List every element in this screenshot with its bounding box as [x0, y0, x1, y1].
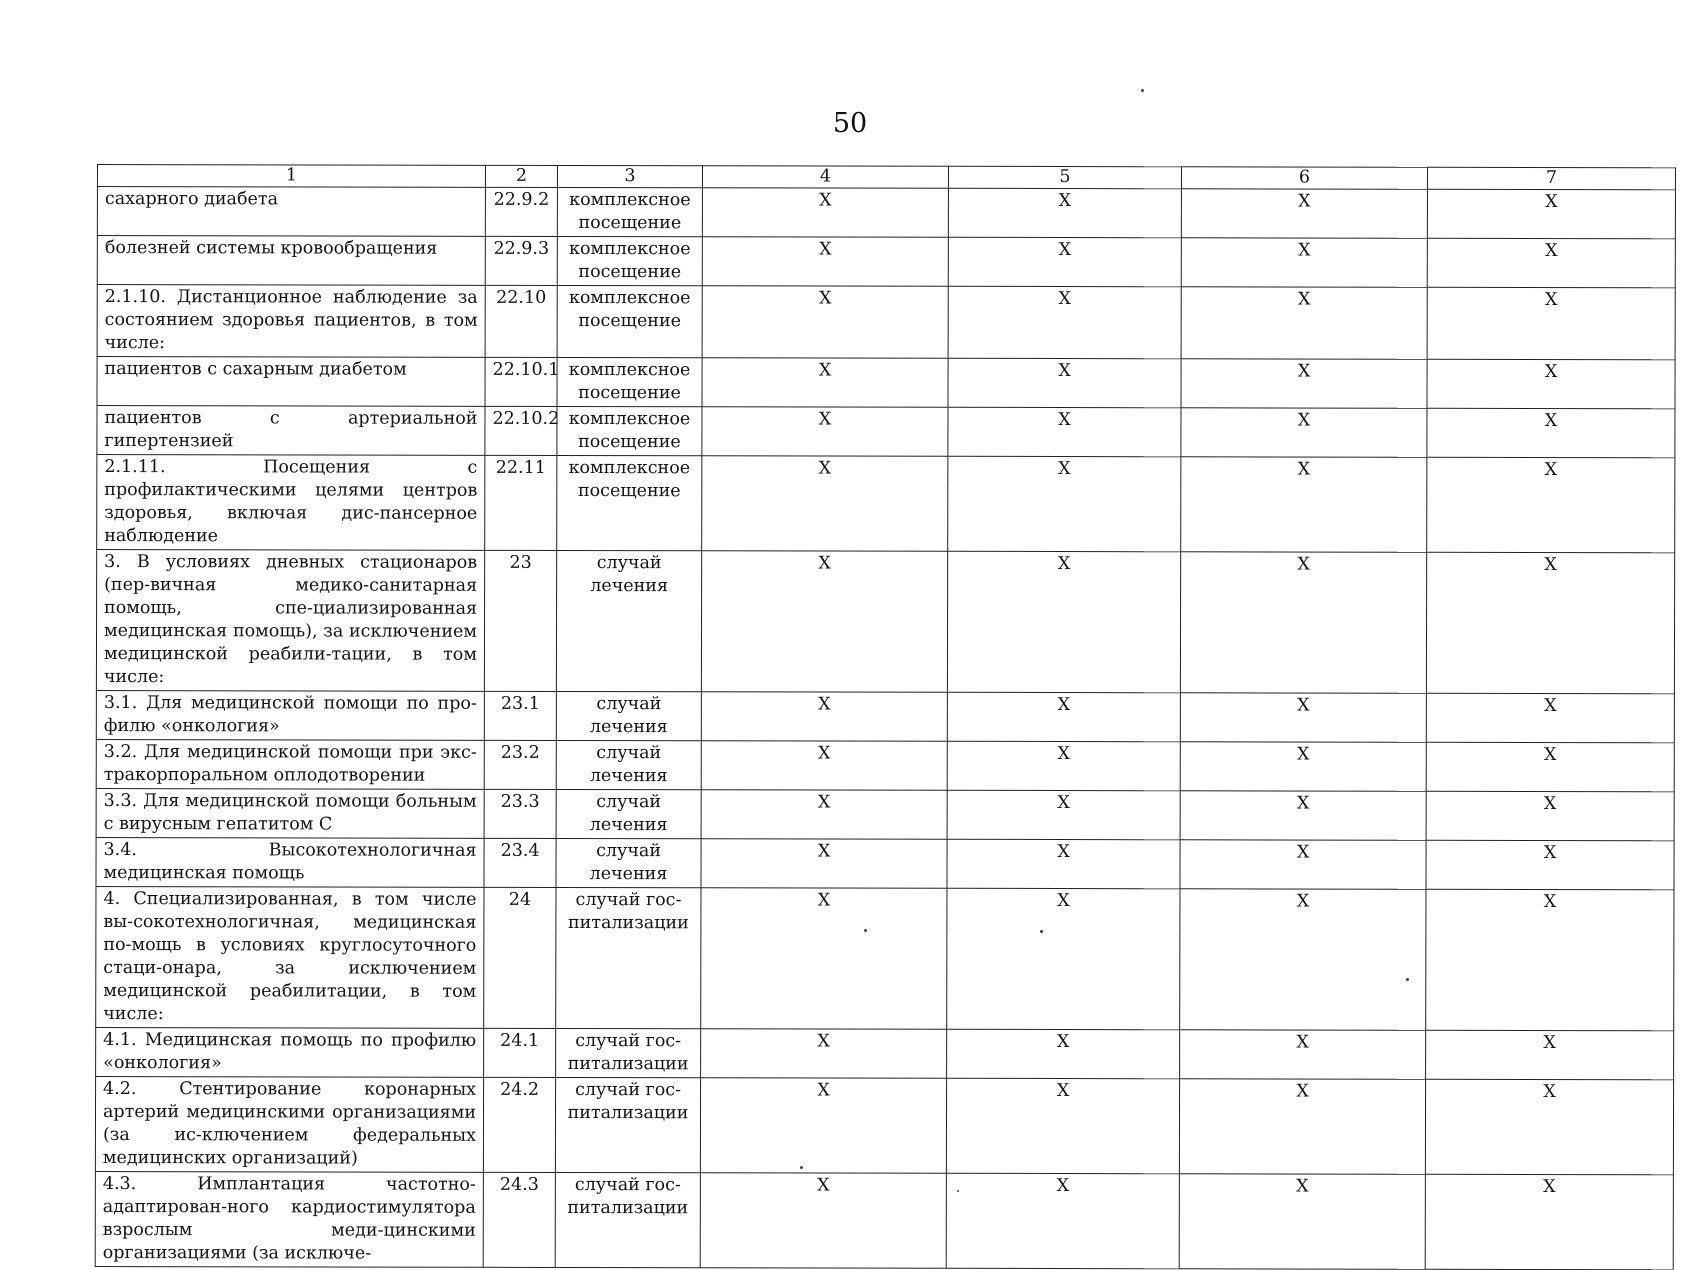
x-mark: X — [701, 1029, 947, 1079]
row-unit: комплексное посещение — [557, 455, 702, 550]
x-mark: X — [948, 237, 1181, 286]
table-row — [97, 187, 1675, 239]
table-row — [95, 1076, 1673, 1174]
x-mark: X — [701, 888, 947, 1030]
row-unit: случай лечения — [556, 838, 701, 887]
row-unit: случай гос-питализации — [556, 887, 701, 1028]
table-row — [96, 788, 1674, 840]
x-mark: X — [947, 692, 1180, 741]
x-mark: X — [947, 741, 1180, 790]
x-mark: X — [1427, 359, 1675, 409]
x-mark: X — [1181, 287, 1427, 360]
x-mark: X — [1179, 1174, 1425, 1270]
row-code: 22.9.2 — [485, 187, 557, 236]
row-unit: комплексное посещение — [557, 187, 702, 236]
row-code: 22.10.2 — [485, 406, 557, 455]
row-code: 22.9.3 — [485, 236, 557, 285]
table-row — [97, 357, 1675, 409]
x-mark: X — [948, 456, 1181, 551]
column-number: 2 — [485, 165, 557, 187]
column-number: 3 — [557, 165, 702, 187]
x-mark: X — [947, 551, 1180, 692]
x-mark: X — [1181, 359, 1427, 409]
row-name: болезней системы кровообращения — [97, 236, 485, 286]
x-mark: X — [701, 741, 947, 791]
x-mark: X — [1181, 189, 1427, 239]
table-row — [96, 886, 1674, 1030]
row-code: 22.11 — [485, 455, 557, 550]
x-mark: X — [701, 790, 947, 840]
row-name: пациентов с сахарным диабетом — [97, 357, 485, 407]
x-mark: X — [948, 286, 1181, 358]
x-mark: X — [701, 839, 947, 889]
x-mark: X — [1180, 693, 1426, 743]
x-mark: X — [947, 1029, 1180, 1078]
row-unit: случай лечения — [556, 691, 701, 740]
x-mark: X — [1181, 238, 1427, 288]
x-mark: X — [946, 1078, 1179, 1173]
column-number: 7 — [1427, 167, 1675, 190]
row-name: 3.2. Для медицинской помощи при экс-тракорпоральном оплодотворении — [96, 739, 484, 789]
x-mark: X — [948, 188, 1181, 237]
row-name: 4.1. Медицинская помощь по профилю «онкология» — [96, 1027, 484, 1077]
services-table — [95, 164, 1676, 1270]
x-mark: X — [701, 692, 947, 742]
x-mark: X — [1426, 840, 1674, 890]
table-row — [96, 690, 1674, 742]
row-name: 2.1.10. Дистанционное наблюдение за состоянием здоровья пациентов, в том числе: — [97, 285, 485, 358]
x-mark: X — [946, 1173, 1179, 1268]
row-code: 23 — [484, 550, 556, 691]
row-unit: комплексное посещение — [557, 285, 702, 357]
table-row — [95, 1171, 1673, 1269]
row-code: 23.2 — [484, 740, 556, 789]
row-name: 4.3. Имплантация частотно-адаптирован-ного кардиостимулятора взрослым меди-цинскими организациями (за исключе- — [95, 1171, 483, 1267]
x-mark: X — [700, 1173, 946, 1269]
x-mark: X — [702, 407, 948, 457]
x-mark: X — [1425, 1174, 1673, 1270]
row-name: 4. Специализированная, в том числе вы-сокотехнологичная, медицинская по-мощь в условиях круглосуточного стаци-онара, за исключением медицинской реабилитации, в том числе: — [96, 886, 484, 1028]
x-mark: X — [1179, 1079, 1425, 1175]
x-mark: X — [1426, 742, 1674, 792]
x-mark: X — [1180, 840, 1426, 890]
x-mark: X — [702, 286, 948, 359]
x-mark: X — [1180, 742, 1426, 792]
row-code: 23.4 — [484, 838, 556, 887]
row-name: 3.1. Для медицинской помощи по про-филю «онкология» — [96, 690, 484, 740]
row-name: 3. В условиях дневных стационаров (пер-вичная медико-санитарная помощь, спе-циализированная медицинская помощь), за исключением медицинской реабили-тации, в том числе: — [96, 550, 484, 692]
x-mark: X — [1426, 791, 1674, 841]
row-code: 24.1 — [484, 1028, 556, 1077]
row-code: 23.1 — [484, 691, 556, 740]
x-mark: X — [947, 790, 1180, 839]
table-row — [97, 236, 1675, 288]
table-row — [97, 285, 1675, 360]
row-unit: случай гос-питализации — [555, 1172, 700, 1267]
row-name: пациентов с артериальной гипертензией — [97, 406, 485, 456]
row-code: 24.2 — [483, 1077, 555, 1172]
row-unit: случай лечения — [556, 789, 701, 838]
x-mark: X — [701, 551, 947, 693]
table-row — [96, 837, 1674, 889]
table-row — [96, 739, 1674, 791]
x-mark: X — [702, 358, 948, 408]
column-number: 5 — [948, 166, 1181, 188]
row-code: 24.3 — [483, 1172, 555, 1267]
row-unit: комплексное посещение — [557, 236, 702, 285]
row-name: сахарного диабета — [97, 187, 485, 237]
table-row — [97, 406, 1675, 458]
x-mark: X — [1180, 791, 1426, 841]
row-name: 4.2. Стентирование коронарных артерий медицинскими организациями (за ис-ключением федеральных медицинских организаций) — [95, 1076, 483, 1172]
x-mark: X — [1181, 457, 1427, 553]
column-number: 6 — [1181, 167, 1427, 190]
x-mark: X — [948, 407, 1181, 456]
row-unit: случай гос-питализации — [556, 1028, 701, 1077]
table-row — [96, 1027, 1674, 1079]
x-mark: X — [1181, 408, 1427, 458]
page-number: 50 — [832, 108, 868, 139]
x-mark: X — [1426, 1030, 1674, 1080]
table-row — [97, 455, 1675, 553]
x-mark: X — [1426, 889, 1674, 1031]
x-mark: X — [702, 188, 948, 238]
x-mark: X — [947, 839, 1180, 888]
row-name: 3.3. Для медицинской помощи больным с вирусным гепатитом С — [96, 788, 484, 838]
x-mark: X — [1180, 1030, 1426, 1080]
x-mark: X — [947, 888, 1180, 1029]
row-unit: случай гос-питализации — [555, 1077, 700, 1172]
x-mark: X — [1427, 189, 1675, 239]
row-code: 22.10 — [485, 285, 557, 357]
row-name: 2.1.11. Посещения с профилактическими целями центров здоровья, включая дис-пансерное наблюдение — [97, 455, 485, 551]
x-mark: X — [702, 456, 948, 552]
row-unit: случай лечения — [556, 550, 701, 691]
scan-speck — [1141, 89, 1144, 92]
x-mark: X — [1427, 408, 1675, 458]
row-code: 23.3 — [484, 789, 556, 838]
x-mark: X — [702, 237, 948, 287]
row-unit: комплексное посещение — [557, 406, 702, 455]
column-number: 4 — [702, 166, 948, 189]
x-mark: X — [1427, 287, 1675, 360]
row-name: 3.4. Высокотехнологичная медицинская помощь — [96, 837, 484, 887]
x-mark: X — [1180, 552, 1426, 694]
row-unit: случай лечения — [556, 740, 701, 789]
x-mark: X — [1426, 552, 1674, 694]
x-mark: X — [948, 358, 1181, 407]
x-mark: X — [1426, 693, 1674, 743]
x-mark: X — [1180, 889, 1426, 1031]
row-code: 22.10.1 — [485, 357, 557, 406]
x-mark: X — [1427, 457, 1675, 553]
column-number: 1 — [97, 165, 485, 188]
table-row — [96, 550, 1674, 694]
x-mark: X — [700, 1078, 946, 1174]
row-code: 24 — [484, 887, 556, 1028]
row-unit: комплексное посещение — [557, 357, 702, 406]
x-mark: X — [1425, 1079, 1673, 1175]
x-mark: X — [1427, 238, 1675, 288]
